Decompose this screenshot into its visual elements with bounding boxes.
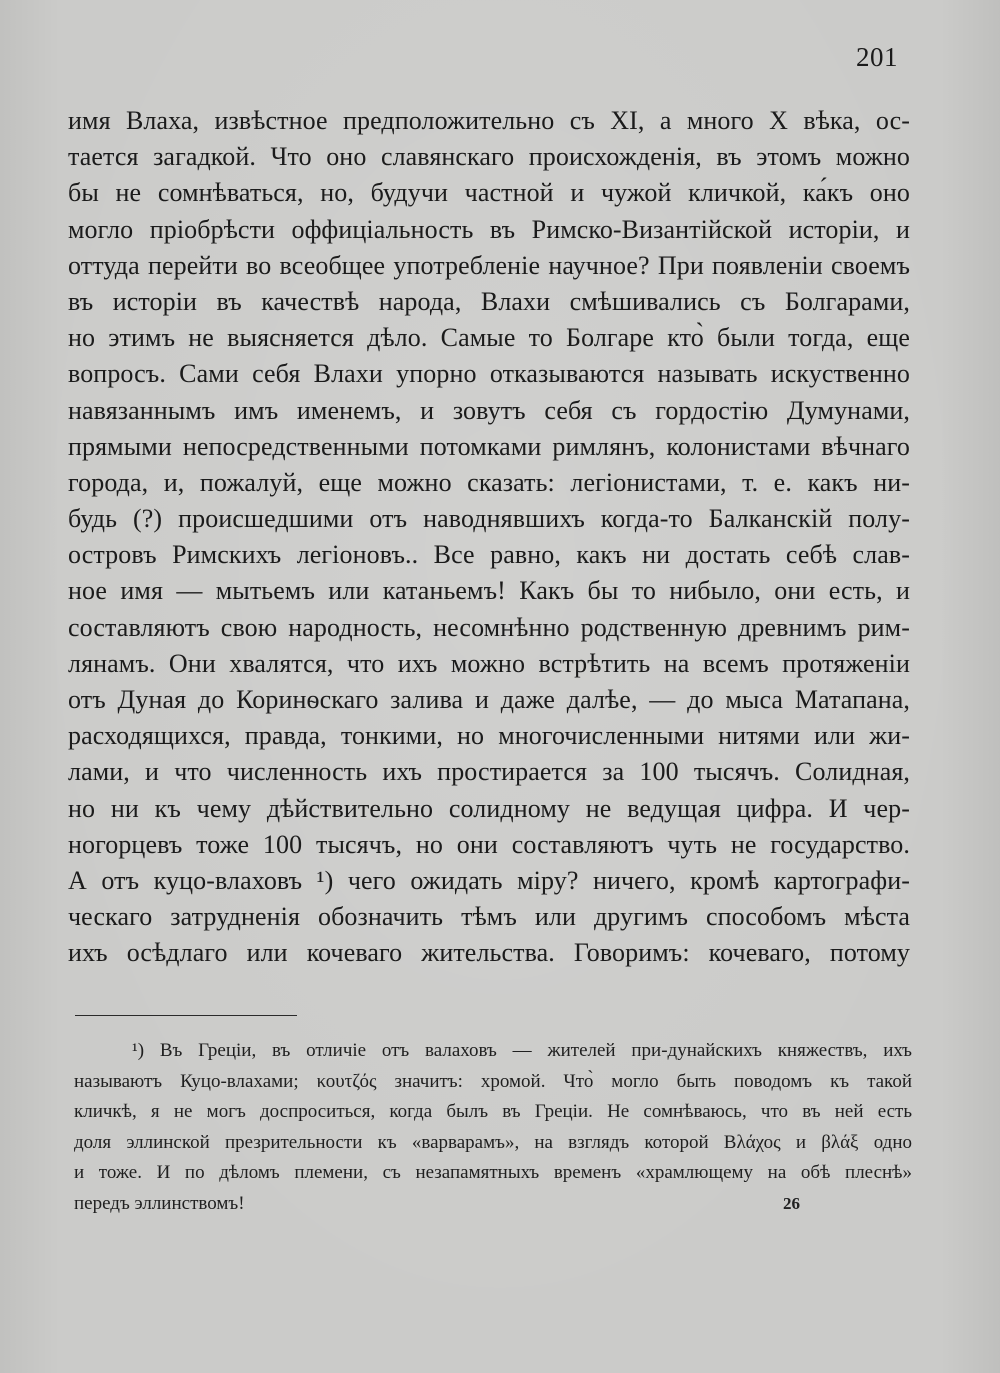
main-text-block — [68, 103, 910, 972]
text-line: расходящихся, правда, тонкими, но многочисленными нитями или жи- — [68, 721, 910, 751]
text-line: навязаннымъ имъ именемъ, и зовутъ себя съ гордостію Думунами, — [68, 395, 910, 425]
text-line: могло пріобрѣсти оффиціальность въ Римско-Византійской исторіи, и — [68, 214, 910, 244]
footnote-line: и тоже. И по дѣломъ племени, съ незапамятныхъ временъ «храмлющему на обѣ плеснѣ» — [74, 1162, 912, 1183]
text-line: лянамъ. Они хвалятся, что ихъ можно встрѣтить на всемъ протяженіи — [68, 648, 910, 678]
text-line: имя Влаха, извѣстное предположительно съ XI, а много X вѣка, ос- — [68, 106, 910, 135]
text-line: островъ Римскихъ легіоновъ.. Все равно, какъ ни достать себѣ слав- — [68, 540, 910, 570]
text-line: прямыми непосредственными потомками римлянъ, колонистами вѣчнаго — [68, 431, 910, 461]
text-line: вопросъ. Сами себя Влахи упорно отказываются называть искуственно — [68, 359, 910, 389]
footnote-block — [74, 1036, 912, 1219]
footnote-line: ¹) Въ Греціи, въ отличіе отъ валаховъ — жителей при-дунайскихъ княжествъ, ихъ — [132, 1040, 912, 1061]
text-line: но ни къ чему дѣйствительно солидному не ведущая цифра. И чер- — [68, 793, 910, 823]
text-line: но этимъ не выясняется дѣло. Самые то Болгаре кто̀ были тогда, еще — [68, 323, 910, 353]
printer-signature-mark: 26 — [783, 1194, 800, 1213]
text-line: А отъ куцо-влаховъ ¹) чего ожидать міру? ничего, кромѣ картографи- — [68, 865, 910, 895]
text-line: отъ Дуная до Коринѳскаго залива и даже далѣе, — до мыса Матапана, — [68, 685, 910, 714]
text-line: оттуда перейти во всеобщее употребленіе научное? При появленіи своемъ — [68, 250, 910, 280]
text-line: ихъ осѣдлаго или кочеваго жительства. Говоримъ: кочеваго, потому — [68, 938, 910, 968]
text-line: лами, и что численность ихъ простирается за 100 тысячъ. Солидная, — [68, 757, 910, 787]
text-line: въ исторіи въ качествѣ народа, Влахи смѣшивались съ Болгарами, — [68, 286, 910, 316]
text-line: ное имя — мытьемъ или катаньемъ! Какъ бы то нибыло, они есть, и — [68, 576, 910, 606]
footnote-line: передъ эллинствомъ! — [74, 1192, 245, 1214]
text-line: города, и, пожалуй, еще можно сказать: легіонистами, т. е. какъ ни- — [68, 467, 910, 497]
footnote-line: кличкѣ, я не могъ доспроситься, когда былъ въ Греціи. Не сомнѣваюсь, что въ ней есть — [74, 1101, 912, 1122]
text-line: бы не сомнѣваться, но, будучи частной и чужой кличкой, ка́къ оно — [68, 178, 910, 208]
text-line: ческаго затрудненія обозначить тѣмъ или другимъ способомъ мѣста — [68, 902, 910, 932]
page-number: 201 — [856, 42, 898, 72]
text-line: составляютъ свою народность, несомнѣнно родственную древнимъ рим- — [68, 612, 910, 642]
text-line: тается загадкой. Что оно славянскаго происхожденія, въ этомъ можно — [68, 142, 910, 172]
footnote-divider — [75, 1015, 297, 1016]
footnote-line: называютъ Куцо-влахами; κουτζός значитъ: хромой. Что̀ могло быть поводомъ къ такой — [74, 1070, 912, 1092]
text-line: ногорцевъ тоже 100 тысячъ, но они составляютъ чуть не государство. — [68, 829, 910, 859]
text-line: будь (?) происшедшими отъ наводнявшихъ когда-то Балканскій полу- — [68, 504, 910, 534]
footnote-line: доля эллинской презрительности къ «варварамъ», на взглядъ которой Βλάχος и βλάξ одно — [74, 1131, 912, 1153]
